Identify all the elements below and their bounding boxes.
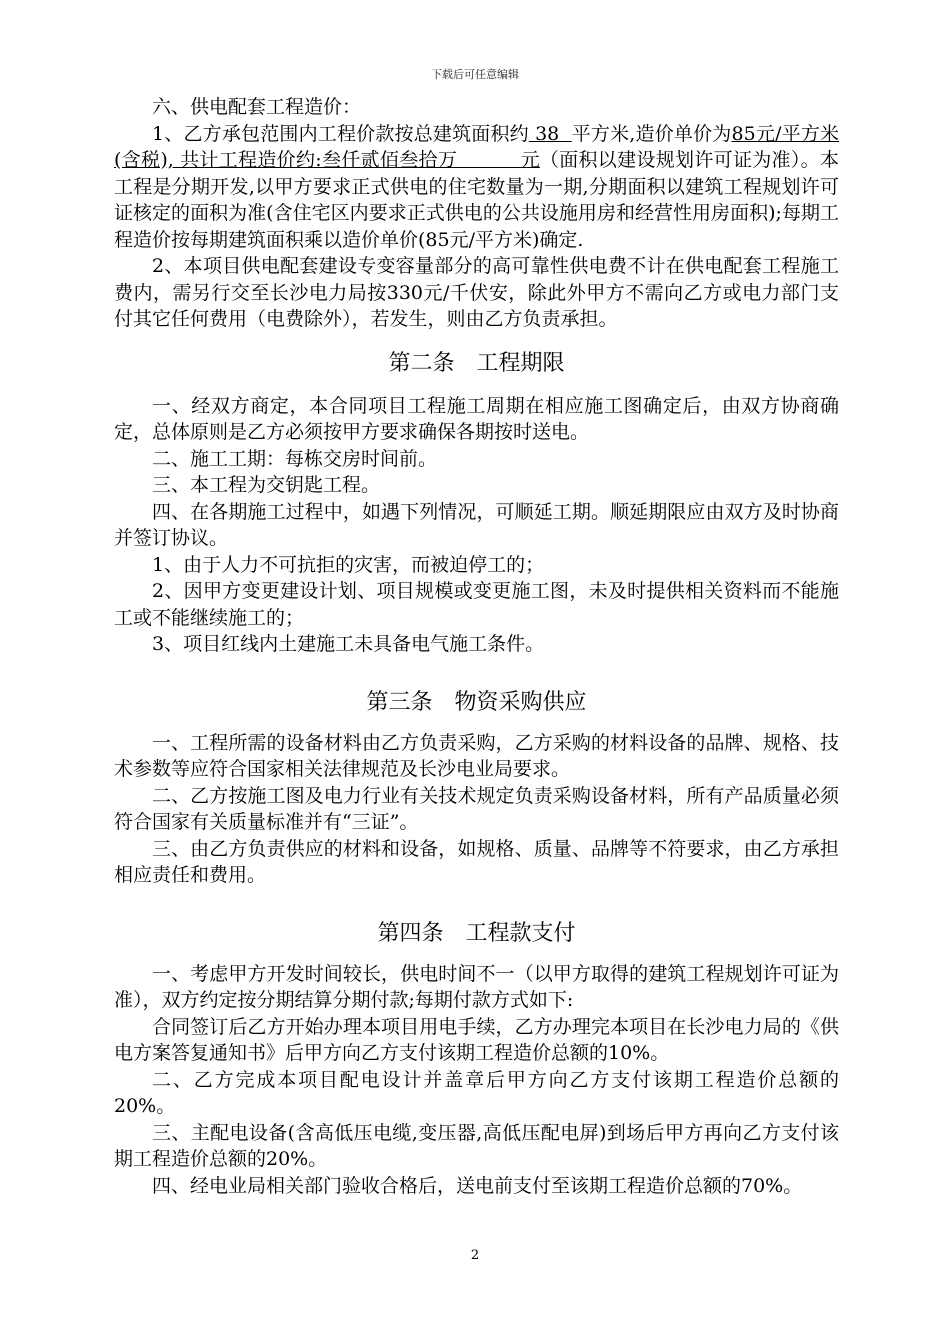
document-body [114, 94, 839, 1199]
paragraph: 二、乙方完成本项目配电设计并盖章后甲方向乙方支付该期工程造价总额的20%。 [114, 1068, 839, 1117]
paragraph: 四、在各期施工过程中，如遇下列情况，可顺延工期。顺延期限应由双方及时协商并签订协议。 [114, 500, 839, 549]
price-unit: 元 [520, 149, 540, 171]
section-title-4: 第四条 工程款支付 [377, 920, 576, 946]
paragraph: 三、由乙方负责供应的材料和设备，如规格、质量、品牌等不符要求，由乙方承担相应责任和费用。 [114, 837, 839, 886]
cost-text-b: 平方米,造价单价为 [571, 122, 732, 145]
section-title-3: 第三条 物资采购供应 [366, 689, 587, 715]
paragraph: 三、本工程为交钥匙工程。 [152, 474, 381, 496]
paragraph: 二、施工工期：每栋交房时间前。 [152, 447, 438, 470]
paragraph: 2、因甲方变更建设计划、项目规模或变更施工图，未及时提供相关资料而不能施工或不能继续施工的； [114, 580, 839, 629]
section-heading-cost: 六、供电配套工程造价： [152, 96, 362, 118]
cost-text-c: （面积以建设规划许可证为准）。本工程是分期开发,以甲方要求正式供电的住宅数量为一期,分期面积以建筑工程规划许可证核定的面积为准(含住宅区内要求正式供电的公共设施用房和经营性用房面积);每期工程造价按每期建筑面积乘以造价单价(85元/平方米)确定. [114, 149, 839, 251]
section-title-2: 第二条 工程期限 [388, 350, 565, 376]
cost-text-a: 1、乙方承包范围内工程价款按总建筑面积约 [152, 122, 529, 145]
paragraph-cost-2: 2、本项目供电配套建设专变容量部分的高可靠性供电费不计在供电配套工程施工费内，需另行交至长沙电力局按330元/千伏安，除此外甲方不需向乙方或电力部门支付其它任何费用（电费除外），若发生，则由乙方负责承担。 [114, 255, 839, 330]
area-value: 38 [528, 122, 572, 145]
page-number: 2 [470, 1248, 480, 1263]
paragraph: 合同签订后乙方开始办理本项目用电手续，乙方办理完本项目在长沙电力局的《供电方案答复通知书》后甲方向乙方支付该期工程造价总额的10%。 [114, 1015, 839, 1064]
page-header: 下载后可任意编辑 [431, 68, 519, 81]
paragraph: 3、项目红线内土建施工未具备电气施工条件。 [152, 633, 545, 655]
paragraph: 四、经电业局相关部门验收合格后，送电前支付至该期工程造价总额的70%。 [152, 1174, 803, 1197]
paragraph: 一、经双方商定，本合同项目工程施工周期在相应施工图确定后，由双方协商确定，总体原则是乙方必须按甲方要求确保各期按时送电。 [114, 394, 839, 443]
paragraph: 二、乙方按施工图及电力行业有关技术规定负责采购设备材料，所有产品质量必须符合国家有关质量标准并有“三证”。 [114, 784, 839, 833]
paragraph: 一、考虑甲方开发时间较长，供电时间不一（以甲方取得的建筑工程规划许可证为准），双方约定按分期结算分期付款;每期付款方式如下: [114, 962, 839, 1011]
paragraph-cost-1 [114, 121, 839, 254]
paragraph: 一、工程所需的设备材料由乙方负责采购，乙方采购的材料设备的品牌、规格、技术参数等应符合国家相关法律规范及长沙电业局要求。 [114, 731, 839, 780]
paragraph: 1、由于人力不可抗拒的灾害，而被迫停工的； [152, 553, 545, 576]
price-value: 85元/平方米(含税), 共计工程造价约:叁仟贰佰叁拾万 [114, 122, 840, 171]
paragraph: 三、主配电设备(含高低压电缆,变压器,高低压配电屏)到场后甲方再向乙方支付该期工程造价总额的20%。 [114, 1121, 839, 1170]
